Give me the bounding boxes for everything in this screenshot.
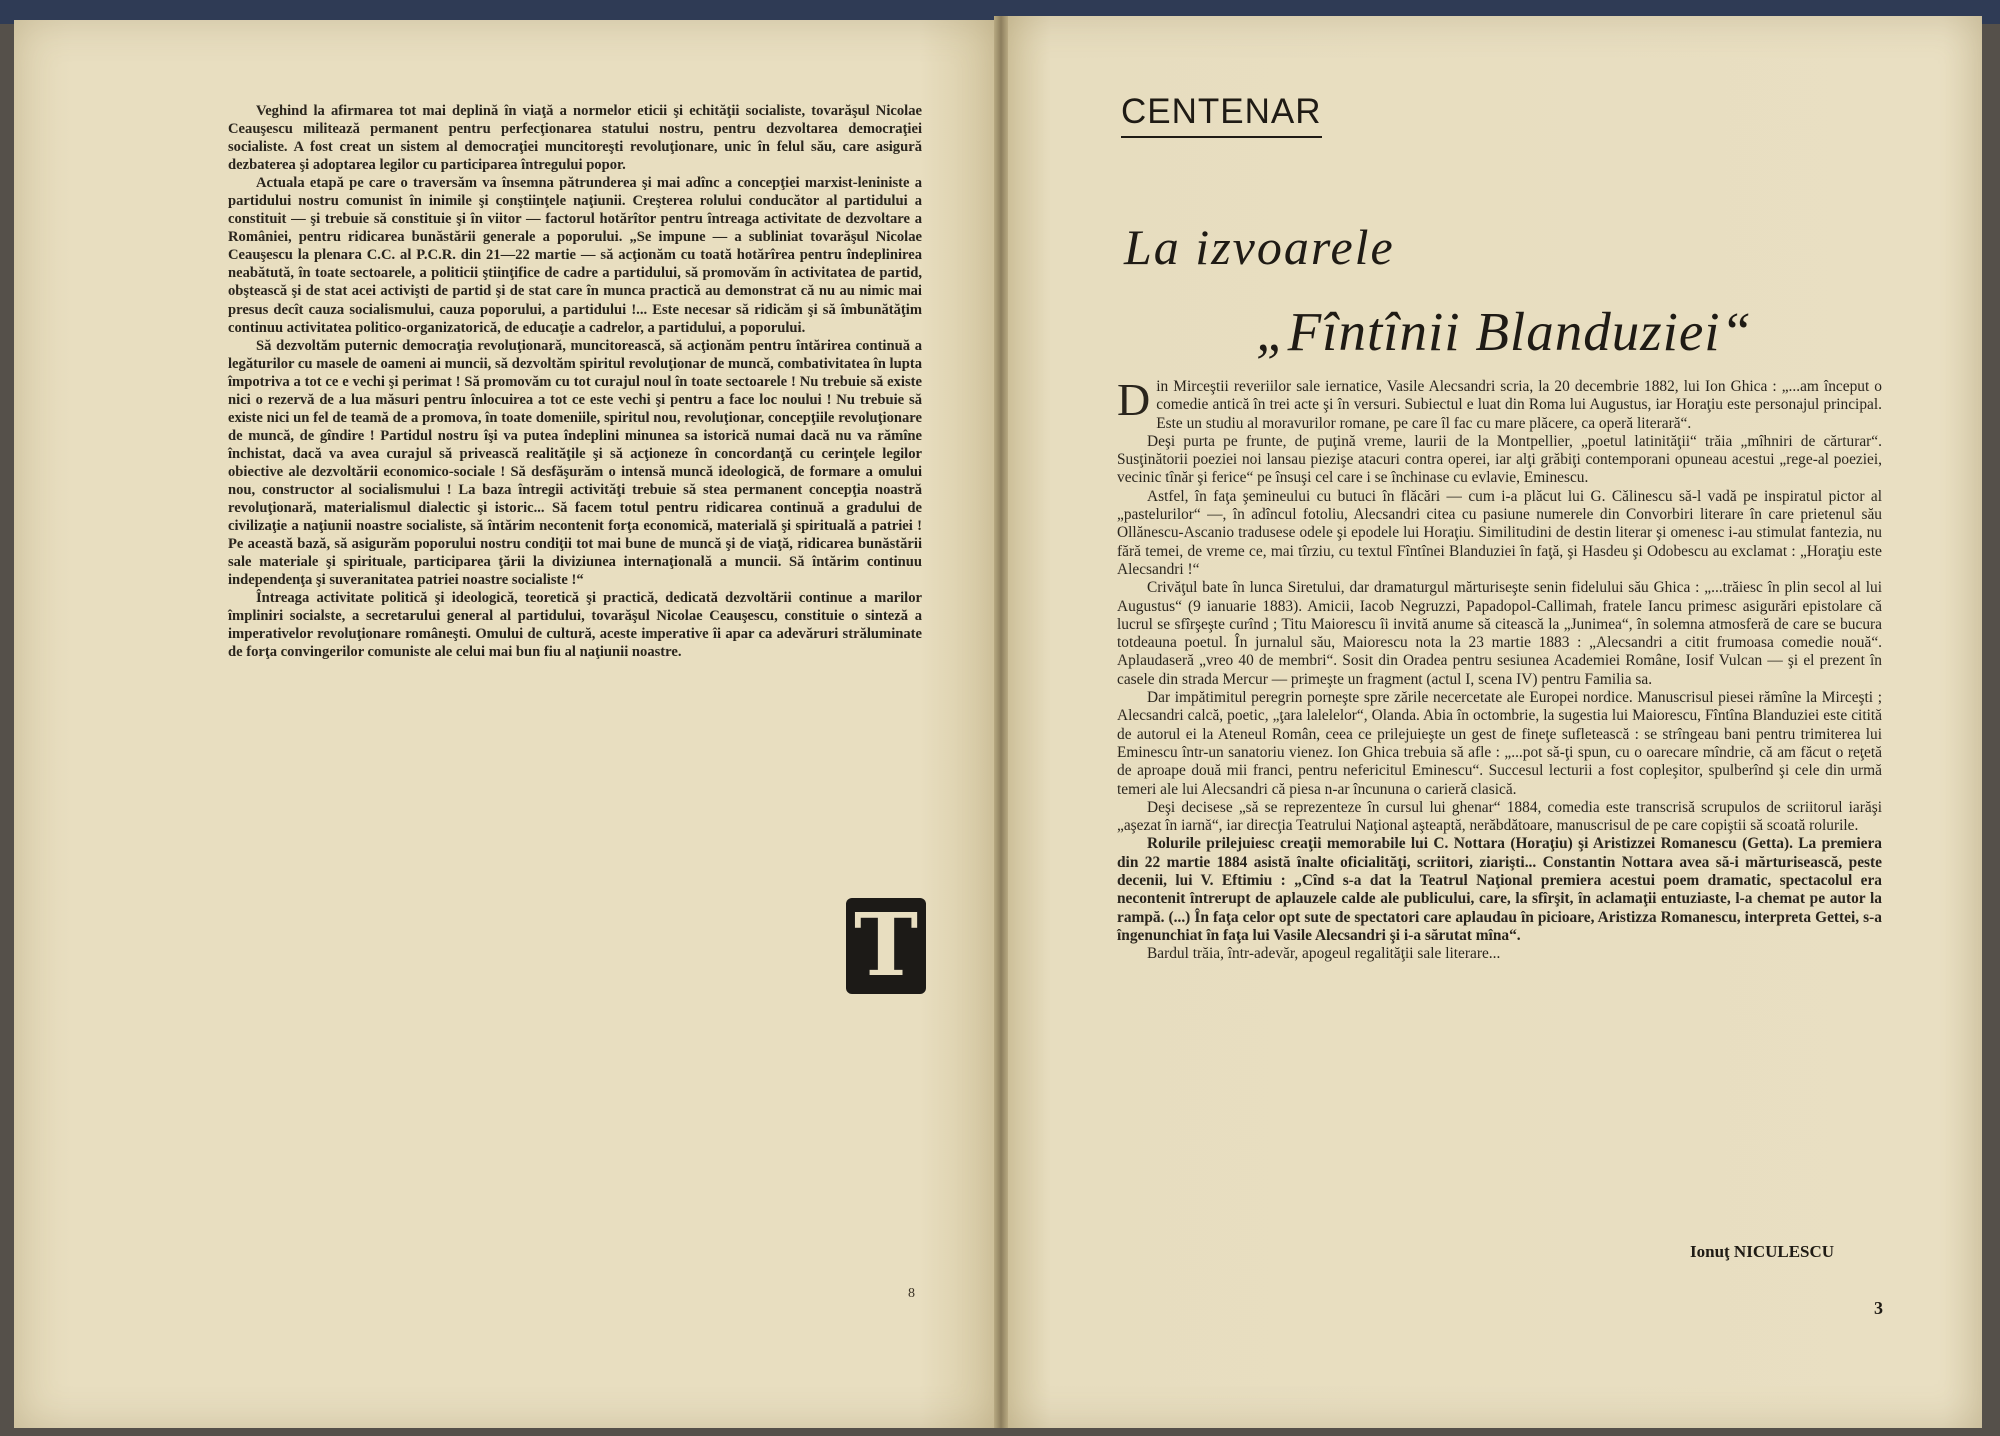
right-paragraph: Dar impătimitul peregrin porneşte spre zările necercetate ale Europei nordice. Manuscrisul piesei rămîne la Mirceşti ; Alecsandri calcă, poetic, „ţara lalelelor“, Olanda. Abia în octombrie, la sugestia lui Maiorescu, Fîntîna Blanduziei este citită de autorul ei la Ateneul Român, ceea ce prilejuieşte un gest de fineţe sufletească : se strîngeau bani pentru trimiterea lui Eminescu într-un sanatoriu vienez. Ion Ghica trebuia să afle : „...pot să-ţi spun, cu o oarecare mîndrie, că am făcut o reţetă de aproape două mii franci, pentru nefericitul Eminescu“. Succesul lecturii a fost copleşitor, spulberînd şi cele din urmă temeri ale lui Alecsandri că piesa n-ar încununa o carieră clasică. — [1117, 689, 1882, 798]
drop-cap: D — [1117, 374, 1151, 425]
left-paragraph: Întreaga activitate politică şi ideologică, teoretică şi practică, dedicată dezvoltării continue a marilor împliniri socialste, a secretarului general al partidului, tovarăşul Nicolae Ceauşescu, constituie o sinteză a imperativelor revoluţionare româneşti. Omului de cultură, aceste imperative îi apar ca adevăruri străluminate de forţa convingerilor comuniste ale celui mai bun fiu al naţiunii noastre. — [228, 590, 922, 661]
article-title-line2: „Fîntînii Blanduziei“ — [1256, 301, 1753, 362]
left-paragraph: Să dezvoltăm puternic democraţia revoluţionară, muncitorească, să acţionăm pentru întărirea continuă a legăturilor cu masele de oameni ai muncii, să dezvoltăm spiritul revoluţionar de muncă, combativitatea în lupta împotriva a tot ce e vechi şi perimat ! Să promovăm cu tot curajul noul în toate sectoarele ! Nu trebuie să existe nici o rezervă de a lua măsuri pentru înlocuirea a tot ce este vechi şi pentru a face loc noului ! Nu trebuie să existe nici un fel de teamă de a promova, în toate domeniile, spiritul nou, revoluţionar, concepţiile revoluţionare de muncă, de gîndire ! Partidul nostru îşi va putea îndeplini minunea sa istorică numai dacă nu va rămîne închistat, dacă va avea curajul să privească realităţile şi să acţioneze în concordanţă cu cerinţele legilor obiective ale dezvoltării economico-sociale ! Să desfăşurăm o intensă muncă ideologică, de formare a omului nou, constructor al socialismului ! La baza întregii activităţi trebuie să stea permanent concepţia noastră revoluţionară, materialismul dialectic şi istoric... Să facem totul pentru ridicarea continuă a gradului de civilizaţie a naţiunii noastre socialiste, să întărim necontenit forţa economică, materială şi spirituală a patriei ! Pe această bază, să asigurăm poporului nostru condiţii tot mai bune de muncă şi de viaţă, ridicarea bunăstării sale materiale şi spirituale, participarea ţării la diviziunea internaţională a muncii. Să întărim continuu independenţa şi suveranitatea patriei noastre socialiste !“ — [228, 337, 922, 589]
author-byline: Ionuţ NICULESCU — [1690, 1242, 1835, 1261]
right-article-text — [1117, 374, 1882, 964]
first-paragraph — [1117, 374, 1882, 433]
right-paragraph: Rolurile prilejuiesc creaţii memorabile lui C. Nottara (Horaţiu) şi Aristizzei Romanescu (Getta). La premiera din 22 martie 1884 asistă înalte oficialităţi, scriitori, ziarişti... Constantin Nottara avea să-i mărturisească, peste decenii, lui V. Eftimiu : „Cînd s-a dat la Teatrul Naţional premiera acestui poem dramatic, spectacolul era necontenit întrerupt de aplauzele calde ale publicului, care, la sfîrşit, în aclamaţii entuziaste, l-a chemat pe autor la rampă. (...) În faţa celor opt sute de spectatori care aplaudau în picioare, Aristizza Romanescu, interpreta Gettei, s-a îngenunchiat în faţa lui Vasile Alecsandri şi i-a sărutat mîna“. — [1117, 835, 1882, 944]
ornament-logo — [846, 895, 926, 996]
page-number: 3 — [1874, 1298, 1883, 1318]
section-heading: CENTENAR — [1121, 92, 1322, 138]
right-paragraph: Crivăţul bate în lunca Siretului, dar dramaturgul mărturiseşte senin fidelului său Ghica : „...trăiesc în plin secol al lui Augustus“ (9 ianuarie 1883). Amicii, Iacob Negruzzi, Papadopol-Callimah, fratele Iancu primesc asigurări epistolare că lucrul se sfîrşeşte curînd ; Titu Maiorescu îi invită anume să citească la „Junimea“, în solemna atmosferă de care se bucura totdeauna poetul. În jurnalul său, Maiorescu nota la 23 martie 1883 : „Alecsandri a citit frumoasa comedie nouă“. Aplaudaseră „vreo 40 de membri“. Sosit din Oradea pentru sesiunea Academiei Române, Iosif Vulcan — şi el prezent în casele din strada Mercur — primeşte un fragment (actul I, scena IV) pentru Familia sa. — [1117, 579, 1882, 688]
stray-mark: 8 — [908, 1286, 915, 1301]
right-paragraph: Deşi decisese „să se reprezenteze în cursul lui ghenar“ 1884, comedia este transcrisă scrupulos de scriitorul iarăşi „aşezat în iarnă“, iar direcţia Teatrului Naţional aşteaptă, nerăbdătoare, manuscrisul de pe care copiştii să scoată rolurile. — [1117, 798, 1882, 835]
article-title-line1: La izvoarele — [1124, 219, 1395, 275]
right-paragraph: Bardul trăia, într-adevăr, apogeul regalităţii sale literare... — [1147, 945, 1501, 963]
ornament-letter: T — [854, 895, 918, 996]
first-paragraph-text: in Mirceştii reveriilor sale iernatice, Vasile Alecsandri scria, la 20 decembrie 1882, lui Ion Ghica : „...am început o comedie antică în trei acte şi în versuri. Subiectul e luat din Roma lui Augustus, iar Horaţiu este personajul principal. Este un studiu al moravurilor romane, pe care îl fac cu mare plăcere, ca operă literară“. — [1156, 378, 1882, 432]
right-paragraph: Deşi purta pe frunte, de puţină vreme, laurii de la Montpellier, „poetul latinităţii“ trăia „mîhniri de cărturar“. Susţinătorii poeziei noi lansau piezişe atacuri contra operei, iar alţi grăbiţi contemporani opuneau acestui „rege-al poeziei, vecinic tînăr şi ferice“ pe însuşi cel care i se închinase cu evlavie, Eminescu. — [1117, 432, 1882, 487]
right-paragraph: Astfel, în faţa şemineului cu butuci în flăcări — cum i-a plăcut lui G. Călinescu să-l vadă pe inspiratul pictor al „pastelurilor“ —, în adîncul fotoliu, Alecsandri citea cu pasiune numerele din Convorbiri literare în care prietenul său Ollănescu-Ascanio tradusese odele şi epodele lui Horaţiu. Similitudini de destin literar şi omenesc i-au stimulat fantezia, nu fără temei, de vreme ce, mai tîrziu, cu textul Fîntînei Blanduziei în faţă, şi Hasdeu şi Odobescu au exclamat : „Horaţiu este Alecsandri !“ — [1117, 487, 1882, 578]
book-gutter — [994, 16, 1008, 1428]
left-article-text — [228, 102, 922, 661]
left-paragraph: Actuala etapă pe care o traversăm va însemna pătrunderea şi mai adînc a concepţiei marxist-leniniste a partidului nostru comunist în inimile şi conştiinţele naţiunii. Creşterea rolului conducător al partidului a constituit — şi trebuie să constituie şi în viitor — factorul hotărîtor pentru întreaga activitate de dezvoltare a României, pentru ridicarea bunăstării generale a poporului. „Se impune — a subliniat tovarăşul Nicolae Ceauşescu la plenara C.C. al P.C.R. din 21—22 martie — să acţionăm cu toată hotărîrea pentru îndeplinirea neabătută, în toate sectoarele, a politicii ştiinţifice de cadre a partidului, să promovăm în activitatea de partid, obştească şi de stat acei activişti de partid şi de stat care în munca practică au demonstrat că nu au nimic mai presus decît cauza socialismului, cauza poporului, a partidului !... Este necesar să ridicăm şi să îmbunătăţim continuu activitatea politico-organizatorică, de educaţie a cadrelor, a partidului, a poporului. — [228, 175, 922, 336]
left-paragraph: Veghind la afirmarea tot mai deplină în viaţă a normelor eticii şi echităţii socialiste, tovarăşul Nicolae Ceauşescu militează permanent pentru perfecţionarea statului nostru, pentru dezvoltarea democraţiei socialiste. A fost creat un sistem al democraţiei muncitoreşti revoluţionare, unic în felul său, care asigură dezbaterea şi adoptarea legilor cu participarea întregului popor. — [228, 103, 922, 174]
